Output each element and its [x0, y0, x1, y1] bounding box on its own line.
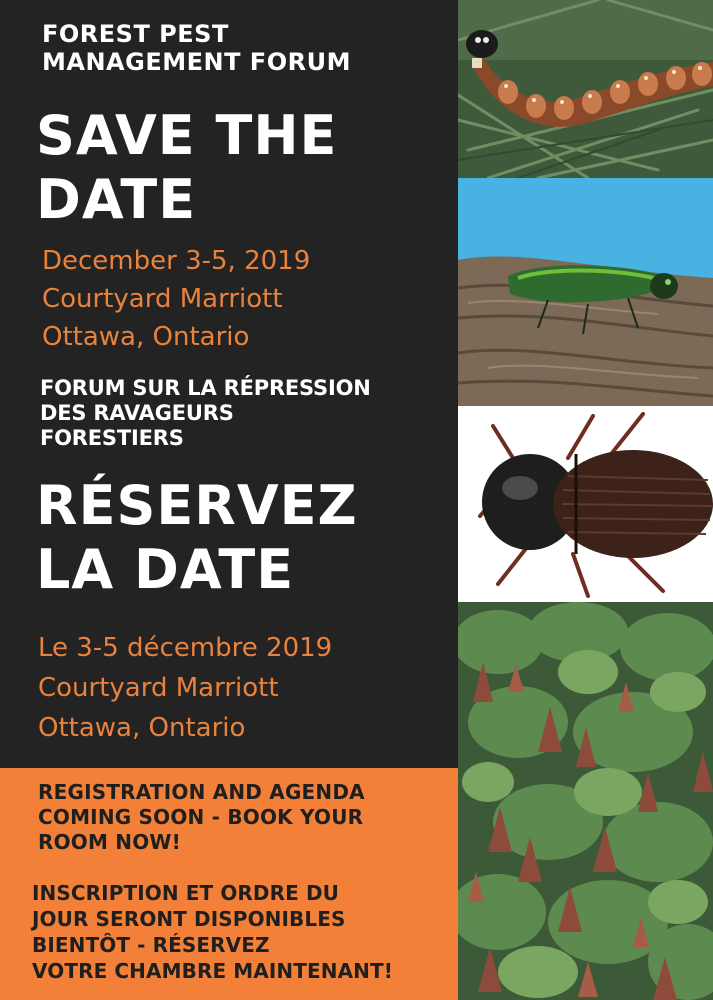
event-details-en — [42, 242, 310, 356]
forest-canopy-photo — [458, 602, 713, 1000]
event-date-fr: Le 3-5 décembre 2019 — [38, 633, 333, 663]
registration-notice-en: REGISTRATION AND AGENDA COMING SOON - BOOK YOUR ROOM NOW! — [38, 780, 365, 854]
headline-en: SAVE THE DATE — [36, 104, 338, 231]
event-date-en: December 3-5, 2019 — [42, 246, 311, 276]
event-venue-fr: Courtyard Marriott — [38, 673, 279, 703]
registration-notice-fr: INSCRIPTION ET ORDRE DU JOUR SERONT DISPONIBLES BIENTÔT - RÉSERVEZ VOTRE CHAMBRE MAINTENANT! — [32, 881, 393, 983]
forum-title-en: FOREST PEST MANAGEMENT FORUM — [42, 20, 351, 76]
registration-banner — [0, 768, 458, 1000]
event-city-en: Ottawa, Ontario — [42, 322, 250, 352]
event-details-fr — [38, 628, 332, 748]
forum-title-fr: FORUM SUR LA RÉPRESSION DES RAVAGEURS FORESTIERS — [40, 376, 371, 450]
bark-beetle-photo — [458, 406, 713, 602]
caterpillar-photo — [458, 0, 713, 178]
emerald-ash-borer-photo — [458, 178, 713, 406]
photo-column — [458, 0, 713, 1000]
headline-fr: RÉSERVEZ LA DATE — [36, 474, 358, 601]
event-venue-en: Courtyard Marriott — [42, 284, 283, 314]
event-city-fr: Ottawa, Ontario — [38, 713, 246, 743]
